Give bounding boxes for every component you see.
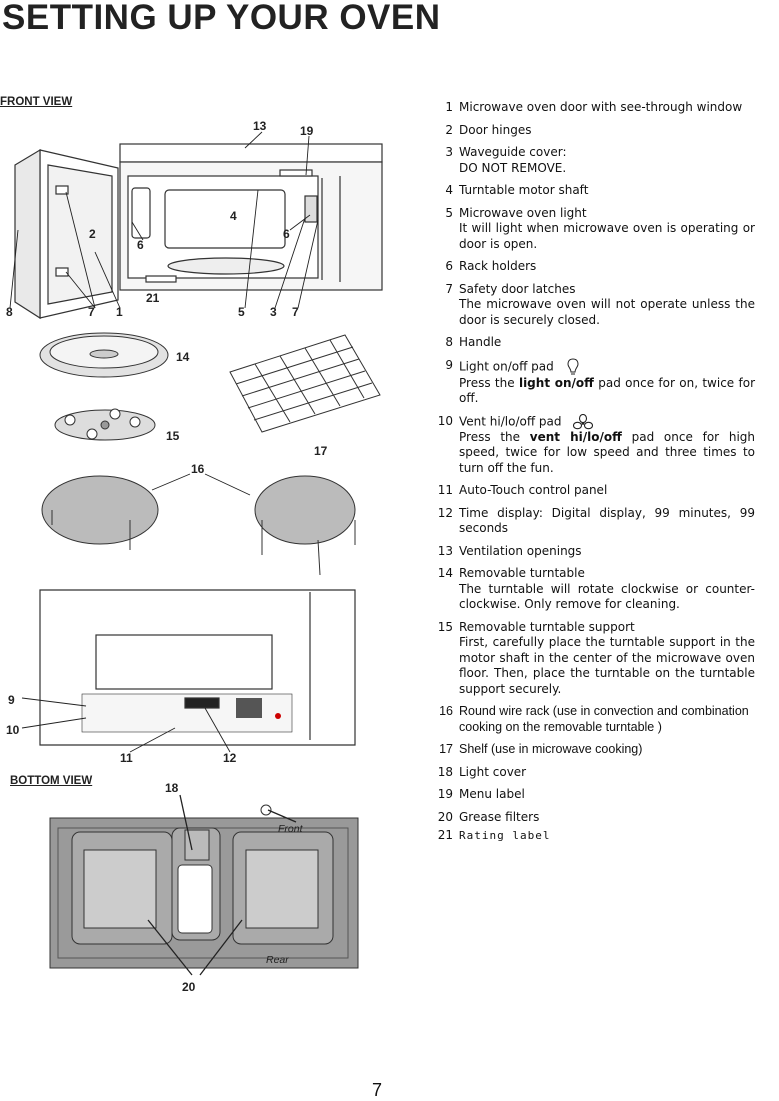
legend-item: 7 Safety door latches The microwave oven will not operate unless the door is securely closed.: [445, 281, 755, 327]
rear-label: Rear: [266, 954, 289, 966]
shelf-rack-illustration: [230, 335, 380, 432]
parts-legend: [425, 100, 755, 851]
callout-12: 12: [223, 751, 237, 765]
legend-item: 18 Light cover: [437, 764, 527, 779]
legend-item: 6 Rack holders: [445, 259, 537, 273]
legend-item: 15 Removable turntable support First, carefully place the turntable support in the motor shaft in the center of the microwave oven floor. Then, place the turntable on the turntable support securely.: [437, 619, 755, 696]
callout-21: 21: [146, 291, 160, 305]
oven-diagrams: [0, 0, 420, 1000]
legend-item: 9 Light on/off pad Press the light on/off pad once for on, twice for off.: [445, 357, 756, 405]
light-bulb-icon: [566, 358, 580, 376]
legend-item: 1 Microwave oven door with see-through window: [445, 100, 743, 114]
legend-item: 3 Waveguide cover: DO NOT REMOVE.: [445, 145, 567, 175]
callout-2: 2: [89, 227, 96, 241]
legend-item: 12 Time display: Digital display, 99 minutes, 99 seconds: [437, 505, 755, 535]
turntable-illustration: [40, 333, 168, 377]
callout-14: 14: [176, 350, 190, 364]
oven-bottom-view-illustration: [50, 805, 358, 968]
callout-19: 19: [300, 124, 314, 138]
fan-icon: [573, 414, 593, 430]
legend-item: 5 Microwave oven light It will light when microwave oven is operating or door is open.: [445, 205, 755, 251]
page-number: 7: [372, 1080, 383, 1100]
legend-item: 8 Handle: [445, 335, 502, 349]
callout-6b: 6: [283, 227, 290, 241]
legend-item: 16 Round wire rack (use in convection and combination cooking on the removable turntable ): [439, 704, 749, 734]
callout-10: 10: [6, 723, 20, 737]
oven-front-panel-illustration: [40, 590, 355, 745]
legend-item: 14 Removable turntable The turntable will rotate clockwise or counter-clockwise. Only remove for cleaning.: [437, 566, 755, 611]
legend-item: 10 Vent hi/lo/off pad Press the vent hi/lo/off pad once for high speed, twice for low speed and three times to turn off the fun.: [437, 413, 756, 475]
callout-7b: 7: [292, 305, 299, 319]
legend-item: 21 Rating label: [437, 828, 551, 842]
page-title: SETTING UP YOUR OVEN: [2, 0, 441, 37]
legend-item: 20 Grease filters: [437, 809, 540, 824]
callout-1: 1: [116, 305, 123, 319]
callout-6: 6: [137, 238, 144, 252]
callout-5: 5: [238, 305, 245, 319]
callout-13: 13: [253, 119, 267, 133]
turntable-support-illustration: [55, 409, 155, 440]
callout-17: 17: [314, 444, 328, 458]
callout-16: 16: [191, 462, 205, 476]
oven-front-view-illustration: [15, 144, 382, 318]
bottom-view-label: BOTTOM VIEW: [10, 775, 93, 787]
legend-item: 2 Door hinges: [445, 122, 532, 137]
front-view-label: FRONT VIEW: [0, 96, 73, 108]
legend-item: 17 Shelf (use in microwave cooking): [439, 742, 643, 756]
front-label: Front: [278, 823, 303, 835]
callout-18: 18: [165, 781, 179, 795]
callout-15: 15: [166, 429, 180, 443]
legend-item: 11 Auto-Touch control panel: [437, 483, 608, 497]
callout-20: 20: [182, 980, 196, 994]
callout-3: 3: [270, 305, 277, 319]
callout-4: 4: [230, 209, 237, 223]
callout-8: 8: [6, 305, 13, 319]
callout-11: 11: [120, 751, 133, 765]
callout-9: 9: [8, 693, 15, 707]
legend-item: 4 Turntable motor shaft: [445, 183, 589, 197]
legend-item: 13 Ventilation openings: [437, 543, 582, 558]
callout-7: 7: [88, 305, 95, 319]
round-wire-rack-illustration: [42, 476, 355, 575]
legend-item: 19 Menu label: [437, 787, 525, 801]
